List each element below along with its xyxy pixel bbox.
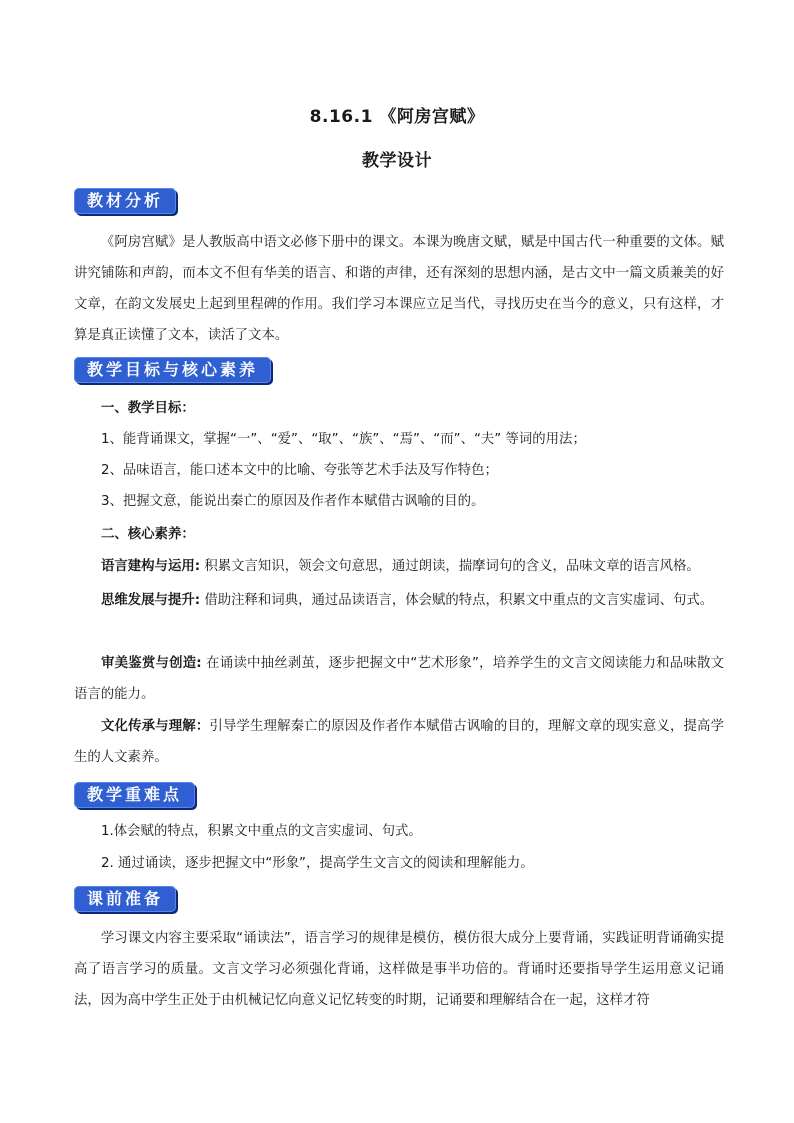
core-text: 积累文言知识，领会文句意思，通过朗读，揣摩词句的含义，品味文章的语言风格。	[200, 559, 700, 574]
core-label: 审美鉴赏与创造:	[101, 656, 202, 671]
difficulty-item: 2. 通过诵读，逐步把握文中“形象”，提高学生文言文的阅读和理解能力。	[101, 856, 534, 871]
core-text: 引导学生理解秦亡的原因及作者作本赋借古讽喻的目的，理解文章的现实意义，提高学生的人文素养。	[74, 719, 724, 765]
section-tag-goals: 教学目标与核心素养	[74, 357, 271, 383]
section-tag-prep: 课前准备	[74, 886, 176, 912]
core-label: 文化传承与理解：	[101, 719, 210, 734]
section-tag-analysis: 教材分析	[74, 188, 176, 214]
core-label: 语言建构与运用:	[101, 559, 201, 574]
core-text: 在诵读中抽丝剥茧，逐步把握文中“艺术形象”，培养学生的文言文阅读能力和品味散文语言的能力。	[74, 656, 724, 702]
core-heading: 二、核心素养：	[101, 527, 195, 542]
document-subtitle: 教学设计	[362, 151, 432, 171]
prep-paragraph: 学习课文内容主要采取“诵读法”，语言学习的规律是模仿，模仿很大成分上要背诵，实践证明背诵确实提高了语言学习的质量。文言文学习必须强化背诵，这样做是事半功倍的。背诵时还要指导学生运用意义记诵法，因为高中学生正处于由机械记忆向意义记忆转变的时期，记诵要和理解结合在一起，这样才符	[74, 931, 724, 1008]
goal-item: 3、把握文意，能说出秦亡的原因及作者作本赋借古讽喻的目的。	[101, 494, 485, 509]
goal-item: 2、品味语言，能口述本文中的比喻、夸张等艺术手法及写作特色；	[101, 463, 498, 478]
core-text: 借助注释和词典，通过品读语言，体会赋的特点，积累文中重点的文言实虚词、句式。	[200, 593, 714, 608]
core-item-culture	[74, 711, 724, 773]
goal-item: 1、能背诵课文，掌握“一”、“爱”、“取”、“族”、“焉”、“而”、“夫” 等词的用法；	[101, 432, 586, 447]
goals-heading: 一、教学目标：	[101, 401, 195, 416]
core-item-language	[74, 551, 724, 582]
document-title: 8.16.1 《阿房宫赋》	[309, 107, 485, 127]
core-item-aesthetic	[74, 648, 724, 710]
difficulty-item: 1.体会赋的特点，积累文中重点的文言实虚词、句式。	[101, 824, 422, 839]
core-label: 思维发展与提升:	[101, 593, 201, 608]
analysis-paragraph: 《阿房宫赋》是人教版高中语文必修下册中的课文。本课为晚唐文赋，赋是中国古代一种重要的文体。赋讲究铺陈和声韵，而本文不但有华美的语言、和谐的声律，还有深刻的思想内涵，是古文中一篇文质兼美的好文章，在韵文发展史上起到里程碑的作用。我们学习本课应立足当代，寻找历史在当今的意义，只有这样，才算是真正读懂了文本，读活了文本。	[74, 235, 724, 343]
section-tag-difficulties: 教学重难点	[74, 782, 195, 808]
core-item-thinking	[74, 585, 724, 616]
